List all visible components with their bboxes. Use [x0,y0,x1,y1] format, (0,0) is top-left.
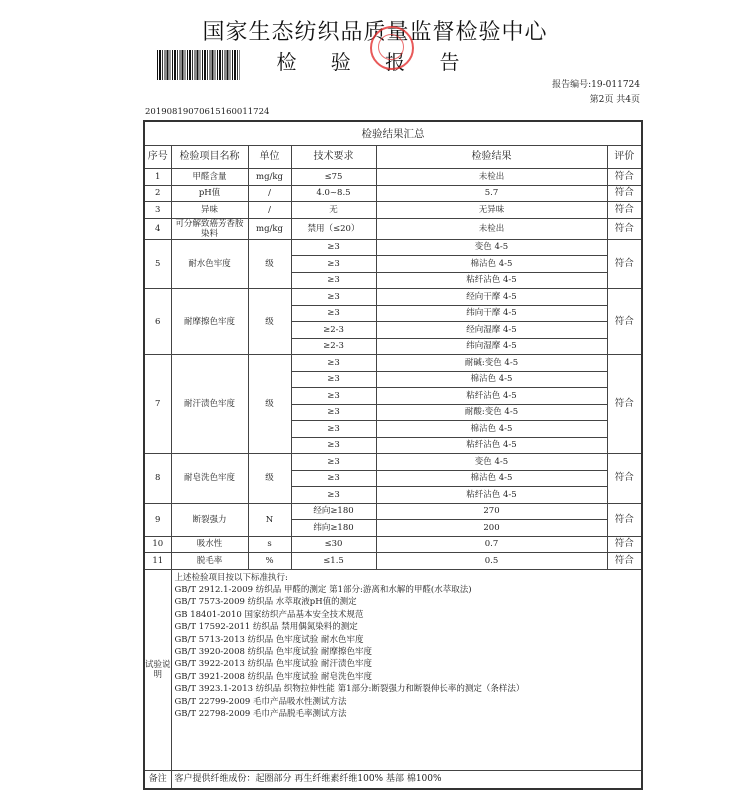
result: 纬向湿摩 4-5 [376,338,607,355]
evaluation: 符合 [607,536,642,553]
result: 变色 4-5 [376,454,607,471]
result: 未检出 [376,169,607,186]
requirement: ≥3 [291,454,376,471]
notes-content [171,569,642,770]
requirement: ≥3 [291,305,376,322]
result: 粘纤沾色 4-5 [376,388,607,405]
unit: mg/kg [248,169,291,186]
test-item-name: 耐皂洗色牢度 [171,454,248,504]
standard-line: GB/T 2912.1-2009 纺织品 甲醛的测定 第1部分:游离和水解的甲醛(水萃取法) [174,584,472,595]
test-item-name: 脱毛率 [171,553,248,570]
standard-line: GB/T 7573-2009 纺织品 水萃取液pH值的测定 [174,597,357,608]
requirement: ≥3 [291,404,376,421]
requirement: 无 [291,202,376,219]
table-row [144,536,642,553]
standard-line: GB/T 22799-2009 毛巾产品吸水性测试方法 [174,696,347,707]
table-row [144,355,642,372]
result: 粘纤沾色 4-5 [376,437,607,454]
test-item-name: 可分解致癌芳香胺染料 [171,218,248,239]
unit: 级 [248,239,291,289]
table-row [144,503,642,520]
result: 5.7 [376,185,607,202]
column-header: 检验结果 [376,146,607,169]
evaluation: 符合 [607,355,642,454]
requirement: ≥3 [291,355,376,372]
requirement: ≥3 [291,371,376,388]
row-number: 11 [144,553,171,570]
table-row [144,169,642,186]
requirement: ≥3 [291,437,376,454]
results-table [143,120,643,790]
column-header: 评价 [607,146,642,169]
requirement: 4.0~8.5 [291,185,376,202]
page-indicator: 第2页 共4页 [589,95,640,105]
evaluation: 符合 [607,202,642,219]
requirement: 经向≥180 [291,503,376,520]
requirement: ≤1.5 [291,553,376,570]
notes-label: 试验说明 [144,569,171,770]
test-item-name: 异味 [171,202,248,219]
table-caption: 检验结果汇总 [144,121,642,146]
row-number: 3 [144,202,171,219]
requirement: 禁用（≤20） [291,218,376,239]
row-number: 2 [144,185,171,202]
evaluation: 符合 [607,169,642,186]
row-number: 8 [144,454,171,504]
test-item-name: 吸水性 [171,536,248,553]
table-row [144,202,642,219]
row-number: 6 [144,289,171,355]
test-item-name: 耐水色牢度 [171,239,248,289]
table-row [144,289,642,306]
doc-title: 检 验 报 告 [276,50,474,74]
unit: 级 [248,454,291,504]
row-number: 9 [144,503,171,536]
standard-line: GB 18401-2010 国家纺织产品基本安全技术规范 [174,609,364,620]
result: 棉沾色 4-5 [376,421,607,438]
row-number: 1 [144,169,171,186]
result: 棉沾色 4-5 [376,470,607,487]
result: 粘纤沾色 4-5 [376,487,607,504]
standard-line: GB/T 3920-2008 纺织品 色牢度试验 耐摩擦色牢度 [174,646,373,657]
unit: N [248,503,291,536]
result: 棉沾色 4-5 [376,371,607,388]
standard-line: GB/T 3921-2008 纺织品 色牢度试验 耐皂洗色牢度 [174,671,373,682]
test-item-name: 耐汗渍色牢度 [171,355,248,454]
remark-row [144,770,642,789]
unit: 级 [248,355,291,454]
test-item-name: 甲醛含量 [171,169,248,186]
row-number: 5 [144,239,171,289]
requirement: ≥2-3 [291,322,376,339]
requirement: ≤75 [291,169,376,186]
result: 耐酸:变色 4-5 [376,404,607,421]
unit: % [248,553,291,570]
column-header: 序号 [144,146,171,169]
column-header: 技术要求 [291,146,376,169]
org-title: 国家生态纺织品质量监督检验中心 [202,20,548,45]
row-number: 4 [144,218,171,239]
result: 0.7 [376,536,607,553]
notes-row [144,569,642,770]
result: 270 [376,503,607,520]
result: 变色 4-5 [376,239,607,256]
table-row [144,185,642,202]
standard-line: GB/T 17592-2011 纺织品 禁用偶氮染料的测定 [174,622,358,633]
standard-line: GB/T 5713-2013 纺织品 色牢度试验 耐水色牢度 [174,634,364,645]
standard-line: GB/T 3923.1-2013 纺织品 织物拉伸性能 第1部分:断裂强力和断裂伸长率的测定（条样法） [174,684,525,695]
evaluation: 符合 [607,239,642,289]
requirement: ≥3 [291,272,376,289]
test-item-name: 断裂强力 [171,503,248,536]
result: 200 [376,520,607,537]
test-item-name: pH值 [171,185,248,202]
evaluation: 符合 [607,503,642,536]
unit: s [248,536,291,553]
requirement: ≥3 [291,388,376,405]
unit: / [248,185,291,202]
unit: 级 [248,289,291,355]
table-row [144,218,642,239]
result: 纬向干摩 4-5 [376,305,607,322]
evaluation: 符合 [607,454,642,504]
requirement: ≥3 [291,256,376,273]
remark-text: 客户提供纤维成份：起圈部分 再生纤维素纤维100% 基部 棉100% [171,770,642,789]
requirement: ≥3 [291,487,376,504]
row-number: 7 [144,355,171,454]
red-seal-stamp [370,26,414,70]
result: 粘纤沾色 4-5 [376,272,607,289]
requirement: ≥3 [291,470,376,487]
evaluation: 符合 [607,218,642,239]
test-item-name: 耐摩擦色牢度 [171,289,248,355]
result: 无异味 [376,202,607,219]
unit: / [248,202,291,219]
table-row [144,553,642,570]
table-row [144,239,642,256]
requirement: 纬向≥180 [291,520,376,537]
column-header: 检验项目名称 [171,146,248,169]
row-number: 10 [144,536,171,553]
column-header: 单位 [248,146,291,169]
unit: mg/kg [248,218,291,239]
requirement: ≥3 [291,239,376,256]
result: 耐碱:变色 4-5 [376,355,607,372]
evaluation: 符合 [607,185,642,202]
remark-label: 备注 [144,770,171,789]
report-number: 报告编号:19-011724 [552,80,640,90]
requirement: ≥2-3 [291,338,376,355]
standard-line: GB/T 3922-2013 纺织品 色牢度试验 耐汗渍色牢度 [174,659,373,670]
result: 未检出 [376,218,607,239]
table-row [144,454,642,471]
standard-line: 上述检验项目按以下标准执行: [174,572,288,583]
result: 经向干摩 4-5 [376,289,607,306]
result: 0.5 [376,553,607,570]
evaluation: 符合 [607,289,642,355]
result: 棉沾色 4-5 [376,256,607,273]
requirement: ≥3 [291,421,376,438]
requirement: ≥3 [291,289,376,306]
requirement: ≤30 [291,536,376,553]
standard-line: GB/T 22798-2009 毛巾产品脱毛率测试方法 [174,708,347,719]
result: 经向湿摩 4-5 [376,322,607,339]
serial-number: 20190819070615160011724 [145,107,270,117]
evaluation: 符合 [607,553,642,570]
